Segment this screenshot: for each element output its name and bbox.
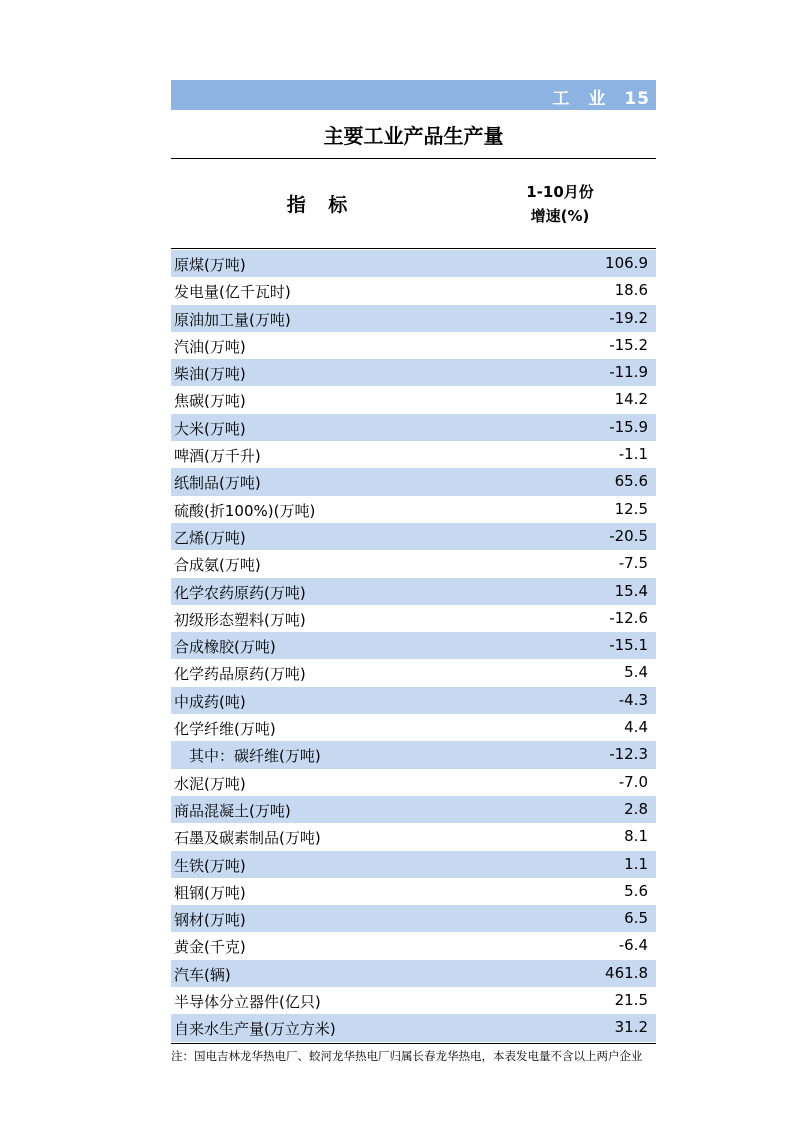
row-indicator: 商品混凝土(万吨): [174, 801, 291, 820]
row-indicator: 化学农药原药(万吨): [174, 583, 306, 602]
row-growth-value: -12.6: [609, 608, 648, 627]
table-row: [171, 359, 656, 386]
table-row: [171, 932, 656, 959]
table-row: [171, 468, 656, 495]
table-row: [171, 414, 656, 441]
table-row: [171, 305, 656, 332]
row-growth-value: 461.8: [605, 963, 648, 982]
row-indicator: 原煤(万吨): [174, 256, 246, 274]
row-growth-value: 65.6: [614, 472, 648, 491]
row-growth-value: 14.2: [614, 390, 648, 409]
row-indicator: 乙烯(万吨): [174, 528, 246, 547]
row-indicator: 钢材(万吨): [174, 911, 246, 930]
table-row: [171, 332, 656, 359]
table-row: [171, 605, 656, 632]
row-indicator: 焦碳(万吨): [174, 392, 246, 411]
table-row: [171, 1014, 656, 1041]
table-row: [171, 851, 656, 878]
row-indicator: 发电量(亿千瓦时): [174, 283, 291, 302]
row-indicator: 柴油(万吨): [174, 365, 246, 384]
table-row: [171, 550, 656, 577]
row-indicator: 自来水生产量(万立方米): [174, 1020, 336, 1039]
row-indicator: 合成橡胶(万吨): [174, 638, 276, 657]
row-growth-value: -1.1: [618, 445, 648, 464]
table-row: [171, 496, 656, 523]
row-indicator: 大米(万吨): [174, 419, 246, 438]
row-growth-value: 15.4: [614, 581, 648, 600]
growth-header: [500, 180, 620, 228]
row-growth-value: 5.4: [624, 663, 648, 682]
row-growth-value: -19.2: [609, 308, 648, 327]
top-rule: [171, 158, 656, 159]
row-indicator: 水泥(万吨): [174, 774, 246, 793]
row-indicator: 化学纤维(万吨): [174, 720, 276, 739]
row-indicator: 石墨及碳素制品(万吨): [174, 829, 321, 848]
row-growth-value: -7.5: [618, 554, 648, 573]
row-growth-value: -11.9: [609, 363, 648, 382]
row-indicator: 黄金(千克): [174, 938, 246, 957]
row-indicator: 初级形态塑料(万吨): [174, 610, 306, 629]
row-growth-value: -20.5: [609, 526, 648, 545]
row-growth-value: 18.6: [614, 281, 648, 300]
row-growth-value: -12.3: [609, 745, 648, 764]
row-indicator: 汽油(万吨): [174, 337, 246, 356]
table-row: [171, 741, 656, 768]
row-growth-value: -15.9: [609, 417, 648, 436]
row-growth-value: -15.1: [609, 636, 648, 655]
row-growth-value: -7.0: [618, 772, 648, 791]
table-title: 主要工业产品生产量: [323, 124, 504, 148]
row-indicator: 其中：碳纤维(万吨): [174, 747, 321, 766]
section-label: 工 业 15: [552, 89, 650, 109]
table-row: [171, 523, 656, 550]
section-banner: [171, 80, 656, 110]
table-row: [171, 905, 656, 932]
row-indicator: 啤酒(万千升): [174, 447, 261, 466]
row-indicator: 原油加工量(万吨): [174, 310, 291, 329]
row-indicator: 生铁(万吨): [174, 856, 246, 875]
growth-label: 增速(%): [530, 207, 590, 225]
row-growth-value: -6.4: [618, 936, 648, 955]
row-growth-value: 31.2: [614, 1018, 648, 1037]
row-indicator: 中成药(吨): [174, 692, 246, 711]
indicator-header: 指 标: [286, 194, 356, 216]
table-row: [171, 578, 656, 605]
period-label: 1-10月份: [526, 183, 594, 201]
row-indicator: 半导体分立器件(亿只): [174, 993, 321, 1012]
table-row: [171, 441, 656, 468]
row-indicator: 化学药品原药(万吨): [174, 665, 306, 684]
table-row: [171, 960, 656, 987]
table-row: [171, 796, 656, 823]
bottom-rule: [171, 1043, 656, 1044]
row-growth-value: 5.6: [624, 881, 648, 900]
table-row: [171, 632, 656, 659]
row-growth-value: 4.4: [624, 718, 648, 737]
table-row: [171, 250, 656, 277]
row-indicator: 纸制品(万吨): [174, 474, 261, 493]
row-growth-value: -15.2: [609, 335, 648, 354]
row-growth-value: 8.1: [624, 827, 648, 846]
row-growth-value: 12.5: [614, 499, 648, 518]
row-growth-value: -4.3: [618, 690, 648, 709]
table-row: [171, 769, 656, 796]
table-row: [171, 878, 656, 905]
header-rule: [171, 248, 656, 249]
row-indicator: 汽车(辆): [174, 965, 231, 984]
data-table: [171, 250, 656, 1042]
row-growth-value: 21.5: [614, 991, 648, 1010]
row-growth-value: 2.8: [624, 799, 648, 818]
row-indicator: 硫酸(折100%)(万吨): [174, 501, 316, 520]
table-row: [171, 386, 656, 413]
table-row: [171, 277, 656, 304]
row-growth-value: 1.1: [624, 854, 648, 873]
row-indicator: 合成氨(万吨): [174, 556, 261, 575]
table-row: [171, 714, 656, 741]
row-indicator: 粗钢(万吨): [174, 883, 246, 902]
table-row: [171, 659, 656, 686]
table-row: [171, 987, 656, 1014]
table-row: [171, 687, 656, 714]
table-row: [171, 823, 656, 850]
footnote: 注：国电吉林龙华热电厂、蛟河龙华热电厂归属长春龙华热电，本表发电量不含以上两户企业: [171, 1049, 643, 1063]
row-growth-value: 6.5: [624, 909, 648, 928]
row-growth-value: 106.9: [605, 254, 648, 272]
